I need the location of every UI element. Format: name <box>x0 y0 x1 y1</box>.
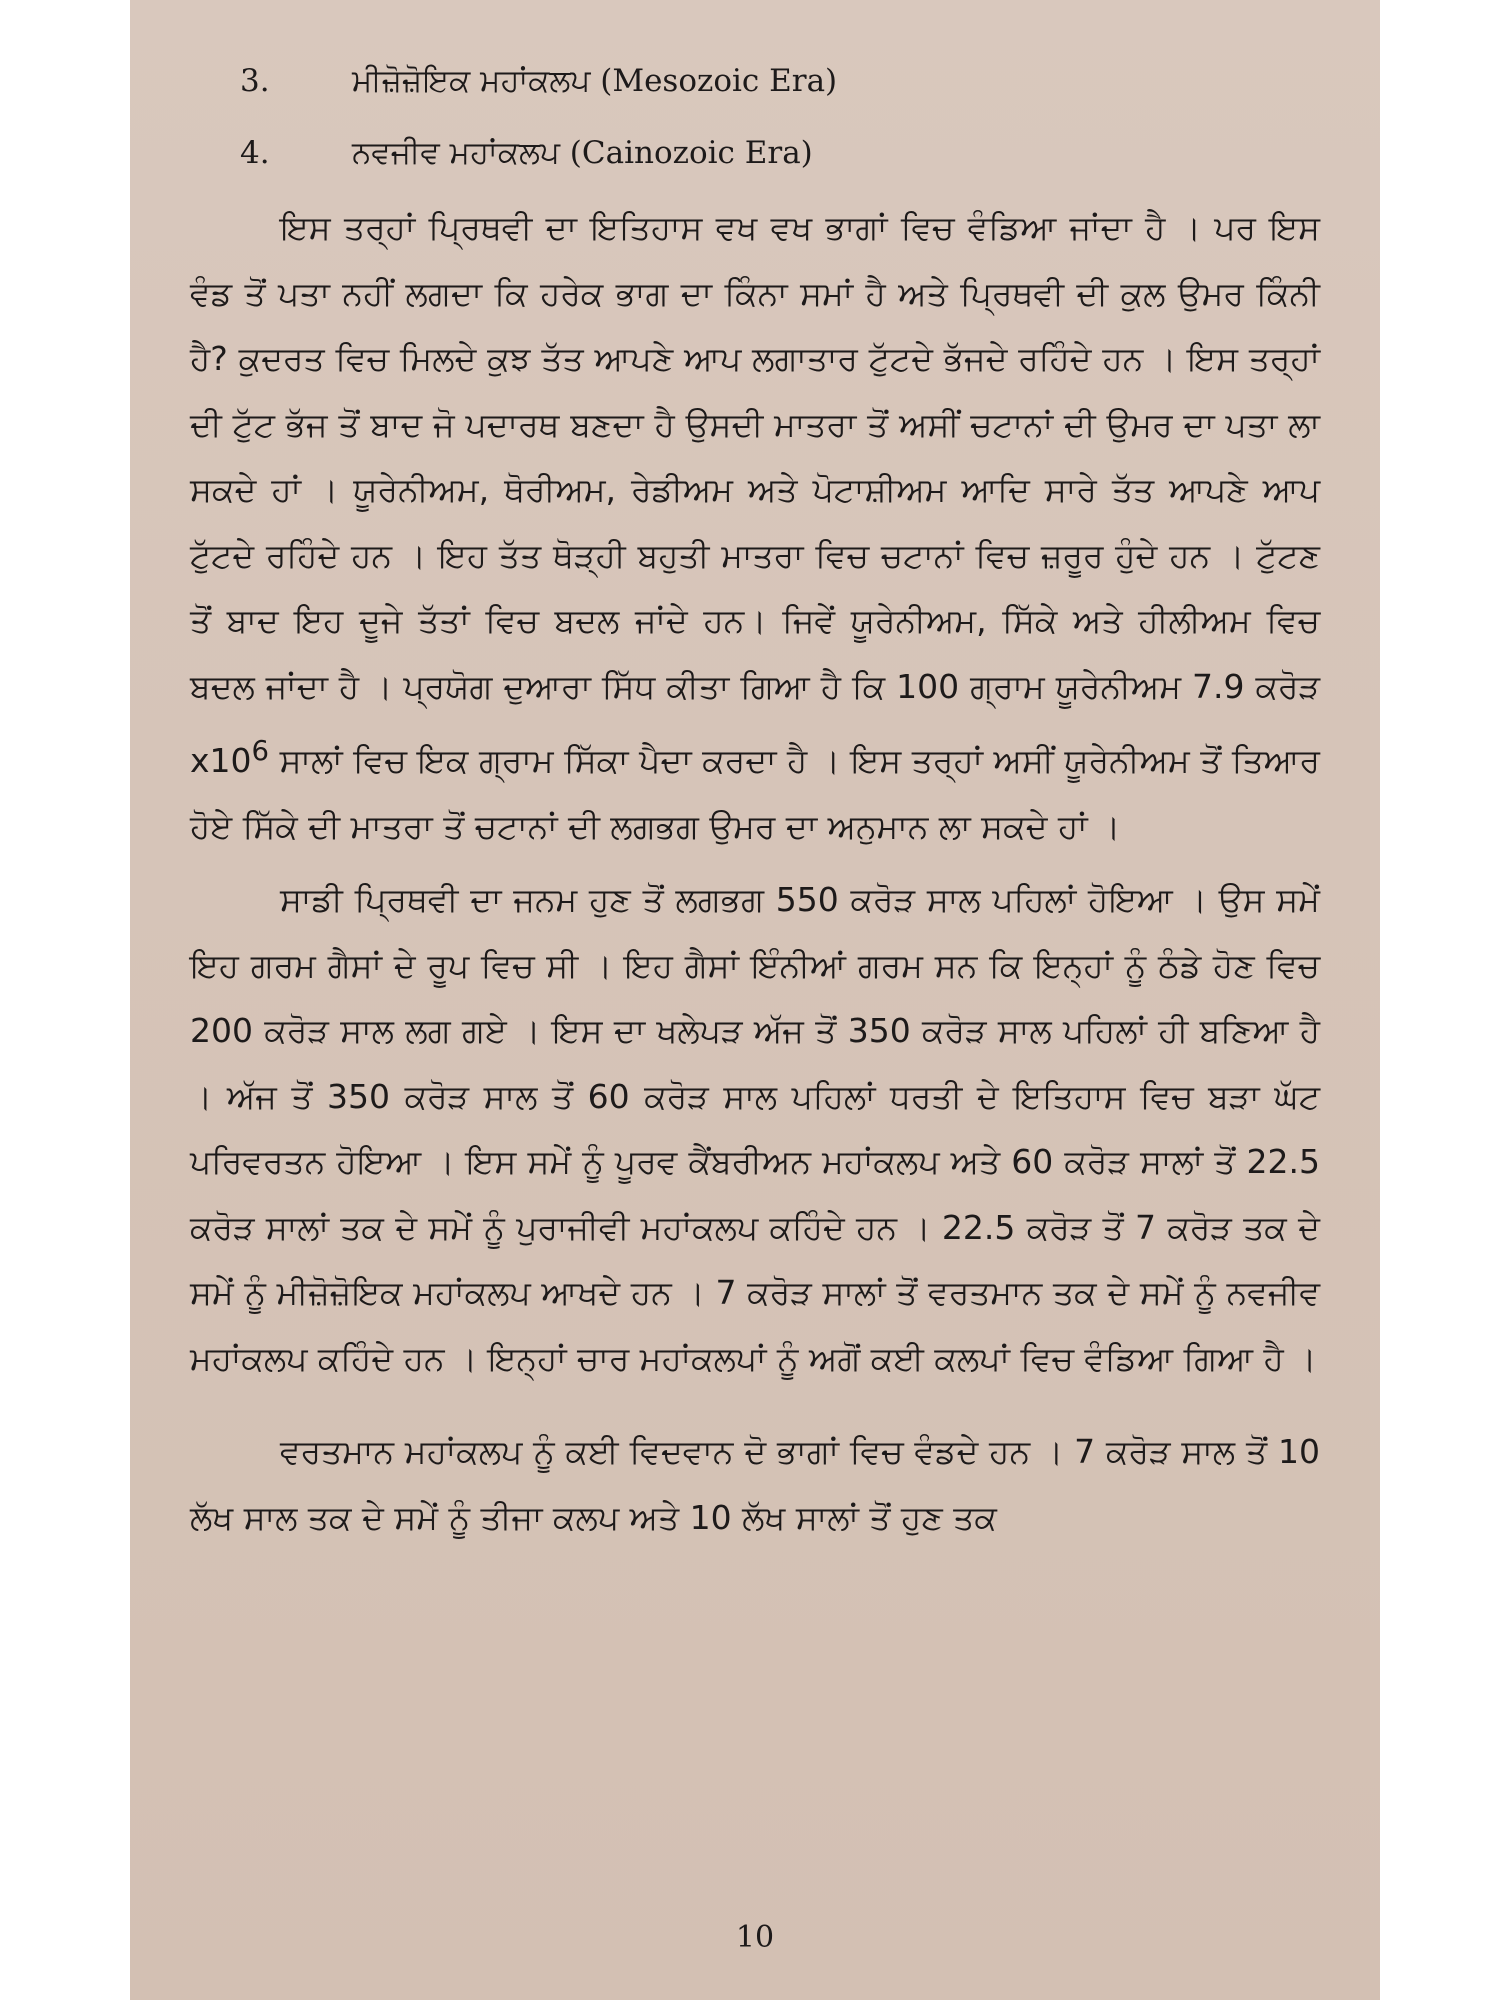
paragraph-text: ਸਾਡੀ ਪ੍ਰਿਥਵੀ ਦਾ ਜਨਮ ਹੁਣ ਤੋਂ ਲਗਭਗ 550 ਕਰੋੜ ਸਾਲ ਪਹਿਲਾਂ ਹੋਇਆ । ਉਸ ਸਮੇਂ ਇਹ ਗਰਮ ਗੈਸਾਂ ਦੇ ਰੂਪ ਵਿਚ ਸੀ । ਇਹ ਗੈਸਾਂ ਇੰਨੀਆਂ ਗਰਮ ਸਨ ਕਿ ਇਨ੍ਹਾਂ ਨੂੰ ਠੰਡੇ ਹੋਣ ਵਿਚ 200 ਕਰੋੜ ਸਾਲ ਲਗ ਗਏ । ਇਸ ਦਾ ਖਲੇਪੜ ਅੱਜ ਤੋਂ 350 ਕਰੋੜ ਸਾਲ ਪਹਿਲਾਂ ਹੀ ਬਣਿਆ ਹੈ । ਅੱਜ ਤੋਂ 350 ਕਰੋੜ ਸਾਲ ਤੋਂ 60 ਕਰੋੜ ਸਾਲ ਪਹਿਲਾਂ ਧਰਤੀ ਦੇ ਇਤਿਹਾਸ ਵਿਚ ਬੜਾ ਘੱਟ ਪਰਿਵਰਤਨ ਹੋਇਆ । ਇਸ ਸਮੇਂ ਨੂੰ ਪੂਰਵ ਕੈਂਬਰੀਅਨ ਮਹਾਂਕਲਪ ਅਤੇ 60 ਕਰੋੜ ਸਾਲਾਂ ਤੋਂ 22.5 ਕਰੋੜ ਸਾਲਾਂ ਤਕ ਦੇ ਸਮੇਂ ਨੂੰ ਪੁਰਾਜੀਵੀ ਮਹਾਂਕਲਪ ਕਹਿੰਦੇ ਹਨ । 22.5 ਕਰੋੜ ਤੋਂ 7 ਕਰੋੜ ਤਕ ਦੇ ਸਮੇਂ ਨੂੰ ਮੀਜ਼ੋਜ਼ੋਇਕ ਮਹਾਂਕਲਪ ਆਖਦੇ ਹਨ । 7 ਕਰੋੜ ਸਾਲਾਂ ਤੋਂ ਵਰਤਮਾਨ ਤਕ ਦੇ ਸਮੇਂ ਨੂੰ ਨਵਜੀਵ ਮਹਾਂਕਲਪ ਕਹਿੰਦੇ ਹਨ । ਇਨ੍ਹਾਂ ਚਾਰ ਮਹਾਂਕਲਪਾਂ ਨੂੰ ਅਗੋਂ ਕਈ ਕਲਪਾਂ ਵਿਚ ਵੰਡਿਆ ਗਿਆ ਹੈ । <box>190 880 1320 1378</box>
list-text-punjabi: ਮੀਜ਼ੋਜ਼ੋਇਕ ਮਹਾਂਕਲਪ <box>352 63 591 99</box>
paragraph-text: ਵਰਤਮਾਨ ਮਹਾਂਕਲਪ ਨੂੰ ਕਈ ਵਿਦਵਾਨ ਦੋ ਭਾਗਾਂ ਵਿਚ ਵੰਡਦੇ ਹਨ । 7 ਕਰੋੜ ਸਾਲ ਤੋਂ 10 ਲੱਖ ਸਾਲ ਤਕ ਦੇ ਸਮੇਂ ਨੂੰ ਤੀਜਾ ਕਲਪ ਅਤੇ 10 ਲੱਖ ਸਾਲਾਂ ਤੋਂ ਹੁਣ ਤਕ <box>190 1432 1320 1537</box>
list-text-english: (Mesozoic Era) <box>600 63 838 99</box>
list-text <box>352 117 813 189</box>
list-item <box>190 117 1320 189</box>
paragraph-earth-history <box>190 195 1320 859</box>
superscript-exponent: 6 <box>251 735 270 767</box>
paragraph-text: ਇਸ ਤਰ੍ਹਾਂ ਪ੍ਰਿਥਵੀ ਦਾ ਇਤਿਹਾਸ ਵਖ ਵਖ ਭਾਗਾਂ ਵਿਚ ਵੰਡਿਆ ਜਾਂਦਾ ਹੈ । ਪਰ ਇਸ ਵੰਡ ਤੋਂ ਪਤਾ ਨਹੀਂ ਲਗਦਾ ਕਿ ਹਰੇਕ ਭਾਗ ਦਾ ਕਿੰਨਾ ਸਮਾਂ ਹੈ ਅਤੇ ਪ੍ਰਿਥਵੀ ਦੀ ਕੁਲ ਉਮਰ ਕਿੰਨੀ ਹੈ? ਕੁਦਰਤ ਵਿਚ ਮਿਲਦੇ ਕੁਝ ਤੱਤ ਆਪਣੇ ਆਪ ਲਗਾਤਾਰ ਟੁੱਟਦੇ ਭੱਜਦੇ ਰਹਿੰਦੇ ਹਨ । ਇਸ ਤਰ੍ਹਾਂ ਦੀ ਟੁੱਟ ਭੱਜ ਤੋਂ ਬਾਦ ਜੋ ਪਦਾਰਥ ਬਣਦਾ ਹੈ ਉਸਦੀ ਮਾਤਰਾ ਤੋਂ ਅਸੀਂ ਚਟਾਨਾਂ ਦੀ ਉਮਰ ਦਾ ਪਤਾ ਲਾ ਸਕਦੇ ਹਾਂ । ਯੂਰੇਨੀਅਮ, ਥੋਰੀਅਮ, ਰੇਡੀਅਮ ਅਤੇ ਪੋਟਾਸ਼ੀਅਮ ਆਦਿ ਸਾਰੇ ਤੱਤ ਆਪਣੇ ਆਪ ਟੁੱਟਦੇ ਰਹਿੰਦੇ ਹਨ । ਇਹ ਤੱਤ ਥੋੜ੍ਹੀ ਬਹੁਤੀ ਮਾਤਰਾ ਵਿਚ ਚਟਾਨਾਂ ਵਿਚ ਜ਼ਰੂਰ ਹੁੰਦੇ ਹਨ । ਟੁੱਟਣ ਤੋਂ ਬਾਦ ਇਹ ਦੂਜੇ ਤੱਤਾਂ ਵਿਚ ਬਦਲ ਜਾਂਦੇ ਹਨ। ਜਿਵੇਂ ਯੂਰੇਨੀਅਮ, ਸਿੱਕੇ ਅਤੇ ਹੀਲੀਅਮ ਵਿਚ ਬਦਲ ਜਾਂਦਾ ਹੈ । ਪ੍ਰਯੋਗ ਦੁਆਰਾ ਸਿੱਧ ਕੀਤਾ ਗਿਆ ਹੈ ਕਿ 100 ਗ੍ਰਾਮ ਯੂਰੇਨੀਅਮ 7.9 ਕਰੋੜ x10 <box>190 208 1320 780</box>
list-item <box>190 45 1320 117</box>
list-number: 4. <box>240 135 270 171</box>
paragraph-text: ਸਾਲਾਂ ਵਿਚ ਇਕ ਗ੍ਰਾਮ ਸਿੱਕਾ ਪੈਦਾ ਕਰਦਾ ਹੈ । ਇਸ ਤਰ੍ਹਾਂ ਅਸੀਂ ਯੂਰੇਨੀਅਮ ਤੋਂ ਤਿਆਰ ਹੋਏ ਸਿੱਕੇ ਦੀ ਮਾਤਰਾ ਤੋਂ ਚਟਾਨਾਂ ਦੀ ਲਗਭਗ ਉਮਰ ਦਾ ਅਨੁਮਾਨ ਲਾ ਸਕਦੇ ਹਾਂ । <box>190 741 1320 846</box>
list-number: 3. <box>240 63 270 99</box>
book-page <box>130 0 1380 2000</box>
paragraph-present-era <box>190 1419 1320 1550</box>
list-text-punjabi: ਨਵਜੀਵ ਮਹਾਂਕਲਪ <box>352 135 560 171</box>
list-text <box>352 45 837 117</box>
paragraph-earth-birth <box>190 867 1320 1391</box>
list-text-english: (Cainozoic Era) <box>569 135 813 171</box>
page-number: 10 <box>735 1920 775 1955</box>
